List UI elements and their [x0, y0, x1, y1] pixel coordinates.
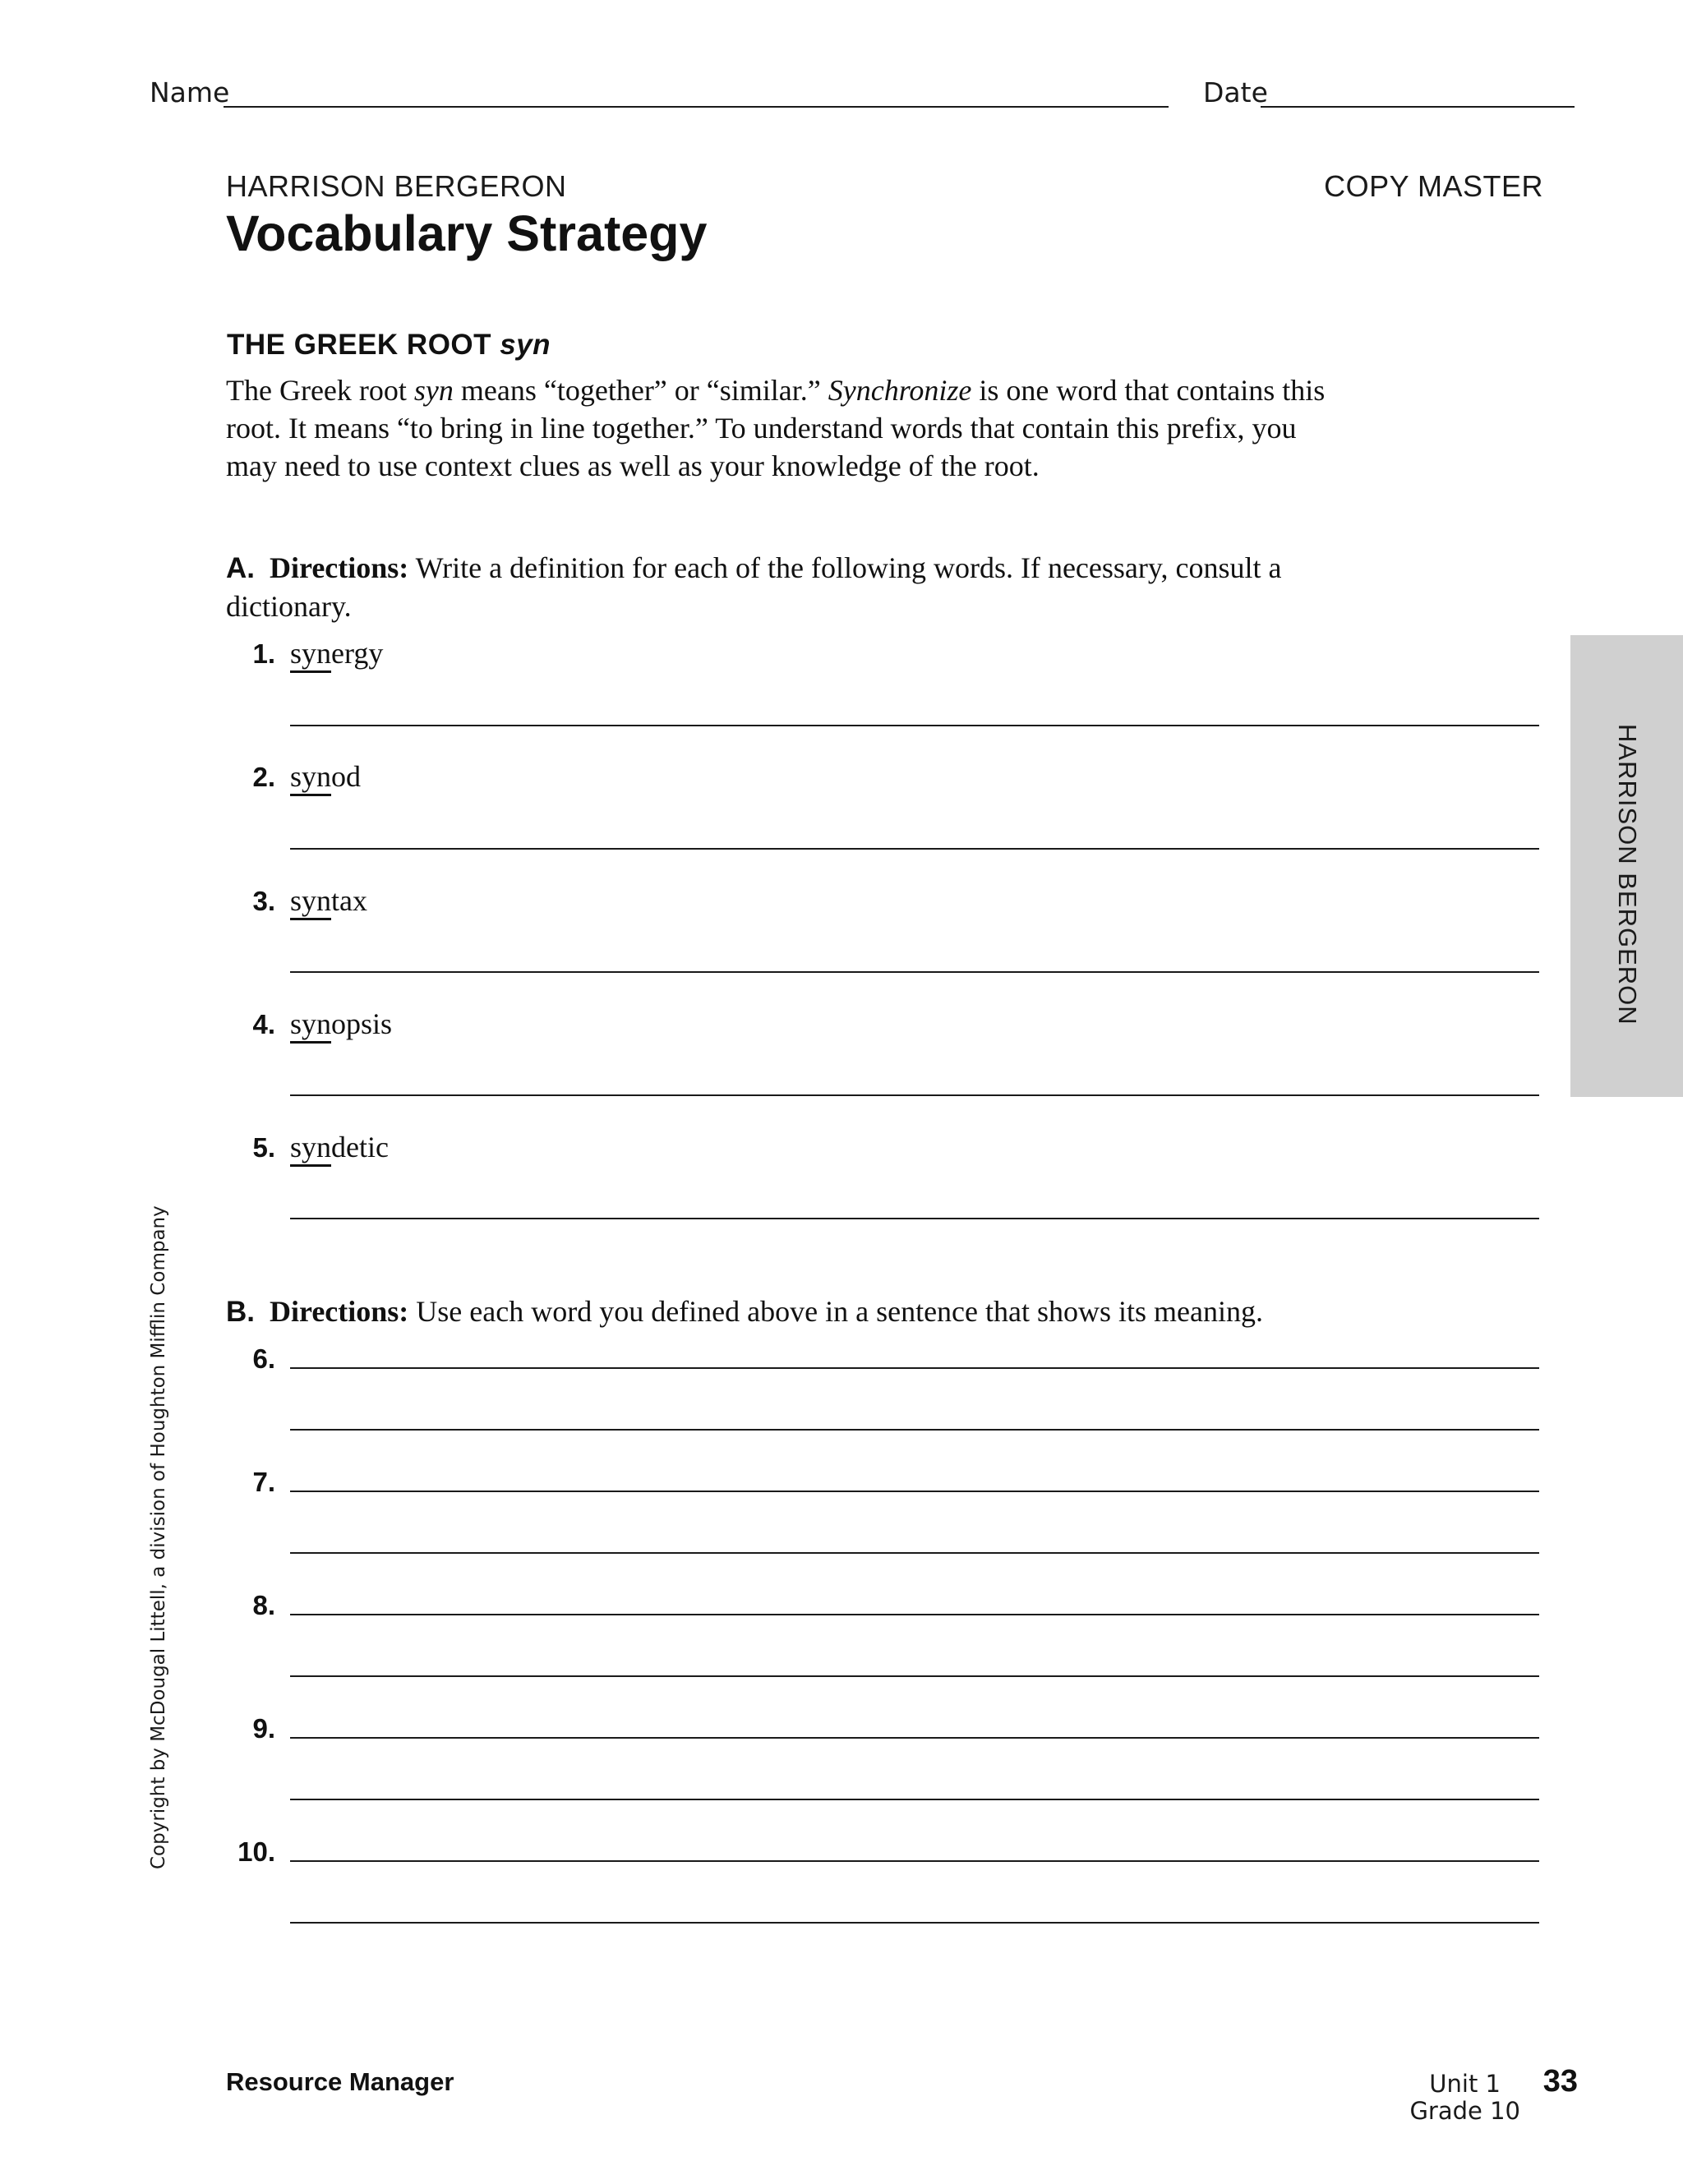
item-number: 2. [252, 762, 275, 792]
side-tab [1570, 635, 1683, 1097]
page-number: 33 [1542, 2064, 1578, 2099]
vocab-word [290, 1132, 389, 1162]
word-rest: ergy [331, 637, 384, 670]
directions-text: Write a definition for each of the following words. If necessary, consult a [408, 551, 1282, 584]
item-number: 1. [252, 638, 275, 669]
word-rest: detic [331, 1131, 389, 1163]
footer-grade: Grade 10 [1409, 2097, 1520, 2125]
sentence-answer-line[interactable] [290, 1737, 1539, 1739]
item-number: 8. [252, 1590, 275, 1620]
word-rest: od [331, 760, 362, 793]
word-root: syn [290, 1131, 331, 1167]
word-root: syn [290, 884, 331, 920]
footer-unit: Unit 1 [1429, 2070, 1501, 2098]
definition-answer-line[interactable] [290, 1094, 1539, 1096]
sentence-answer-line[interactable] [290, 1860, 1539, 1862]
sentence-answer-line[interactable] [290, 1922, 1539, 1924]
word-rest: opsis [331, 1007, 393, 1040]
side-tab-label: HARRISON BERGERON [1613, 724, 1642, 1025]
item-number: 4. [252, 1009, 275, 1039]
section-a-directions [226, 549, 1557, 625]
intro-line-2: root. It means “to bring in line together.” To understand words that contain this prefix, you [226, 412, 1297, 445]
intro-example-word: Synchronize [828, 374, 972, 407]
word-root: syn [290, 637, 331, 673]
section-heading-text: THE GREEK ROOT [227, 329, 500, 361]
section-a-line-1 [226, 549, 1557, 587]
word-rest: tax [331, 884, 367, 917]
section-heading [227, 330, 551, 359]
definition-answer-line[interactable] [290, 848, 1539, 850]
section-a-line-2: dictionary. [226, 590, 352, 623]
section-b-directions [226, 1292, 1557, 1331]
intro-paragraph [226, 371, 1557, 485]
intro-line-3: may need to use context clues as well as your knowledge of the root. [226, 449, 1040, 482]
intro-text: means “together” or “similar.” [453, 374, 828, 407]
copyright-notice: Copyright by McDougal Littell, a division of Houghton Mifflin Company [148, 1205, 169, 1869]
sentence-answer-line[interactable] [290, 1367, 1539, 1369]
word-root: syn [290, 760, 331, 796]
sentence-answer-line[interactable] [290, 1614, 1539, 1615]
sentence-answer-line[interactable] [290, 1552, 1539, 1554]
vocab-word [290, 762, 361, 791]
item-number: 7. [252, 1467, 275, 1497]
vocab-word [290, 638, 383, 668]
vocab-word [290, 1009, 392, 1039]
item-number: 10. [237, 1836, 275, 1867]
word-root: syn [290, 1007, 331, 1044]
sentence-answer-line[interactable] [290, 1491, 1539, 1492]
name-field-line[interactable] [224, 106, 1169, 108]
definition-answer-line[interactable] [290, 1218, 1539, 1219]
item-number: 9. [252, 1713, 275, 1744]
date-label: Date [1203, 76, 1268, 108]
sentence-answer-line[interactable] [290, 1799, 1539, 1800]
name-label: Name [150, 76, 230, 108]
intro-text: is one word that contains this [971, 374, 1326, 407]
intro-root: syn [413, 374, 454, 407]
section-heading-root: syn [500, 329, 551, 361]
vocab-word [290, 886, 367, 915]
section-a-letter: A. [226, 552, 255, 584]
copy-master-label: COPY MASTER [1324, 169, 1543, 203]
story-title: HARRISON BERGERON [226, 169, 567, 203]
definition-answer-line[interactable] [290, 725, 1539, 726]
date-field-line[interactable] [1261, 106, 1575, 108]
footer-resource-manager: Resource Manager [226, 2067, 454, 2096]
item-number: 5. [252, 1132, 275, 1163]
directions-label: Directions: [270, 551, 409, 584]
intro-text: The Greek root [226, 374, 414, 407]
definition-answer-line[interactable] [290, 971, 1539, 973]
sentence-answer-line[interactable] [290, 1675, 1539, 1677]
sentence-answer-line[interactable] [290, 1429, 1539, 1431]
directions-text: Use each word you defined above in a sentence that shows its meaning. [408, 1295, 1263, 1328]
section-b-letter: B. [226, 1296, 255, 1328]
directions-label: Directions: [270, 1295, 409, 1328]
intro-line-1 [226, 371, 1557, 409]
page-title: Vocabulary Strategy [226, 205, 708, 261]
item-number: 3. [252, 886, 275, 916]
item-number: 6. [252, 1343, 275, 1374]
